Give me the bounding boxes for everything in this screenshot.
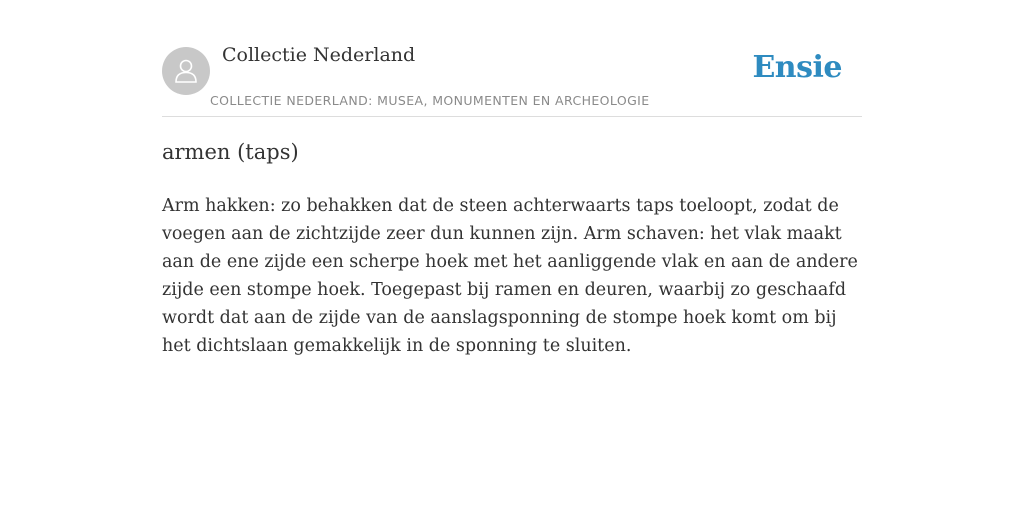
entry-card — [162, 0, 862, 356]
entry-header — [162, 0, 862, 117]
author-avatar[interactable] — [162, 47, 210, 95]
ensie-logo-link[interactable]: Ensie — [752, 50, 842, 85]
user-icon — [171, 56, 201, 86]
entry-definition: Arm hakken: zo behakken dat de steen achterwaarts taps toeloopt, zodat de voegen aan de zichtzijde zeer dun kunnen zijn. Arm schaven: het vlak maakt aan de ene zijde een scherpe hoek met het aanliggende vlak en aan de andere zijde een stompe hoek. Toegepast bij ramen en deuren, waarbij zo geschaafd wordt dat aan de zijde van de aanslagsponning de stompe hoek komt om bij het dichtslaan gemakkelijk in de sponning te sluiten. — [162, 196, 858, 356]
entry-term: armen (taps) — [162, 140, 299, 164]
author-subtitle[interactable]: COLLECTIE NEDERLAND: MUSEA, MONUMENTEN EN ARCHEOLOGIE — [210, 93, 650, 108]
author-name[interactable]: Collectie Nederland — [222, 44, 416, 66]
